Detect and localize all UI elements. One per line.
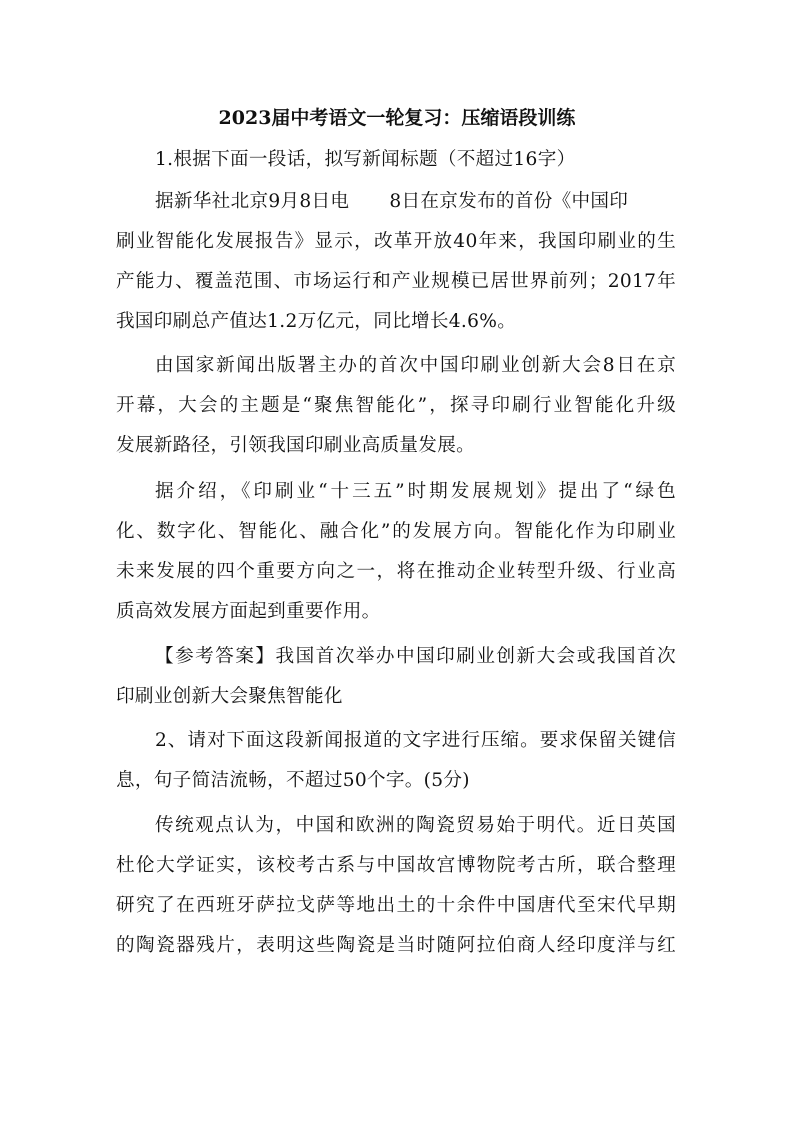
- question-1-prompt: 1.根据下面一段话，拟写新闻标题（不超过16字）: [155, 149, 576, 170]
- paragraph-line: 产能力、覆盖范围、市场运行和产业规模已居世界前列；2017年: [116, 271, 676, 292]
- paragraph-line: 研究了在西班牙萨拉戈萨等地出土的十余件中国唐代至宋代早期: [116, 895, 676, 916]
- paragraph-line: 我国印刷总产值达1.2万亿元，同比增长4.6%。: [116, 311, 517, 332]
- question-2-prompt: 息，句子简洁流畅，不超过50个字。(5分): [116, 770, 470, 791]
- question-2-prompt: 2、请对下面这段新闻报道的文字进行压缩。要求保留关键信: [155, 730, 676, 751]
- paragraph-line: 质高效发展方面起到重要作用。: [116, 601, 381, 622]
- paragraph-line: 化、数字化、智能化、融合化”的发展方向。智能化作为印刷业: [116, 521, 676, 542]
- reference-answer-line: 印刷业创新大会聚焦智能化: [116, 686, 343, 707]
- paragraph-line: 传统观点认为，中国和欧洲的陶瓷贸易始于明代。近日英国: [155, 815, 676, 836]
- paragraph-line: 由国家新闻出版署主办的首次中国印刷业创新大会8日在京: [155, 355, 676, 376]
- paragraph-line: 杜伦大学证实，该校考古系与中国故宫博物院考古所，联合整理: [116, 855, 676, 876]
- paragraph-line: 据介绍，《印刷业“十三五”时期发展规划》提出了“绿色: [155, 481, 676, 502]
- dateline-continuation: 8日在京发布的首份《中国印: [389, 191, 629, 212]
- dateline: 据新华社北京9月8日电: [155, 191, 350, 212]
- paragraph-line: [155, 188, 676, 216]
- document-title: 2023届中考语文一轮复习：压缩语段训练: [218, 107, 576, 129]
- reference-answer-line: 【参考答案】我国首次举办中国印刷业创新大会或我国首次: [155, 646, 676, 667]
- paragraph-line: 发展新路径，引领我国印刷业高质量发展。: [116, 435, 475, 456]
- paragraph-line: 开幕，大会的主题是“聚焦智能化”，探寻印刷行业智能化升级: [116, 395, 676, 416]
- paragraph-line: 未来发展的四个重要方向之一，将在推动企业转型升级、行业高: [116, 561, 676, 582]
- paragraph-line: 的陶瓷器残片，表明这些陶瓷是当时随阿拉伯商人经印度洋与红: [116, 935, 676, 956]
- paragraph-line: 刷业智能化发展报告》显示，改革开放40年来，我国印刷业的生: [116, 231, 676, 252]
